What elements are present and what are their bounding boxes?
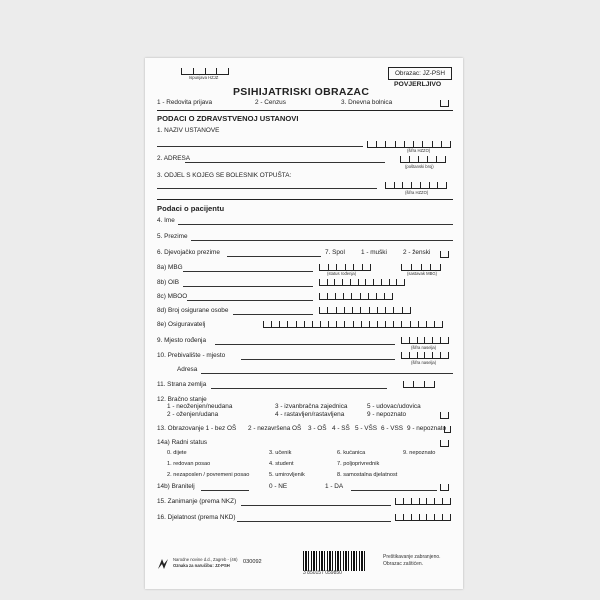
protected-note: Obrazac zaštićen. bbox=[383, 561, 424, 567]
hzzo-code-note: (šifra HZZO) bbox=[407, 148, 431, 153]
work-option-8[interactable]: 8. samostalna djelatnost bbox=[337, 472, 398, 478]
first-name-line[interactable] bbox=[178, 224, 453, 225]
postal-code-boxes[interactable] bbox=[400, 156, 446, 163]
sex-male-option[interactable]: 1 - muški bbox=[361, 249, 387, 256]
address-label: 2. ADRESA bbox=[157, 155, 191, 162]
education-label: 13. Obrazovanje 1 - bez OŠ bbox=[157, 425, 237, 432]
barcode-digits: 3 850157 059850 bbox=[303, 570, 342, 576]
work-option-1[interactable]: 1. redovan posao bbox=[167, 461, 211, 467]
occupation-line[interactable] bbox=[241, 505, 391, 506]
mboo-label: 8c) MBOO bbox=[157, 293, 188, 300]
veteran-box[interactable] bbox=[440, 484, 449, 491]
last-name-label: 5. Prezime bbox=[157, 233, 188, 240]
mbg-part-note: (sastavak MBG) bbox=[407, 271, 438, 276]
patient-heading: Podaci o pacijentu bbox=[157, 204, 225, 213]
report-type-box[interactable] bbox=[440, 100, 449, 107]
marital-option-5[interactable]: 5 - udovac/udovica bbox=[367, 403, 421, 410]
form-number: 030092 bbox=[243, 559, 262, 565]
institution-hzzo-boxes[interactable] bbox=[367, 141, 451, 148]
maiden-name-line[interactable] bbox=[227, 256, 321, 257]
department-line[interactable] bbox=[157, 188, 377, 189]
activity-boxes[interactable] bbox=[395, 514, 451, 521]
education-option-5[interactable]: 5 - VŠS bbox=[355, 425, 378, 432]
department-label: 3. ODJEL S KOJEG SE BOLESNIK OTPUŠTA: bbox=[157, 172, 292, 179]
oib-line[interactable] bbox=[183, 286, 313, 287]
street-address-line[interactable] bbox=[201, 373, 453, 374]
report-type-2: 2 - Cenzus bbox=[255, 99, 286, 106]
street-address-label: Adresa bbox=[177, 366, 198, 373]
sex-box[interactable] bbox=[440, 251, 449, 258]
divider bbox=[157, 110, 453, 111]
place-code-note-2: (šifra naselja) bbox=[411, 360, 437, 365]
institution-heading: PODACI O ZDRAVSTVENOJ USTANOVI bbox=[157, 114, 299, 123]
marital-option-1[interactable]: 1 - neoženjen/neudana bbox=[167, 403, 233, 410]
veteran-label: 14b) Branitelj bbox=[157, 483, 195, 490]
work-option-4[interactable]: 4. student bbox=[269, 461, 294, 467]
work-option-7[interactable]: 7. poljoprivrednik bbox=[337, 461, 380, 467]
form-sheet bbox=[145, 58, 463, 589]
barcode bbox=[303, 551, 365, 571]
oib-boxes[interactable] bbox=[319, 279, 405, 286]
mboo-line[interactable] bbox=[187, 300, 313, 301]
sex-label: 7. Spol bbox=[325, 249, 345, 256]
veteran-line bbox=[201, 490, 249, 491]
foreign-country-line[interactable] bbox=[211, 388, 387, 389]
order-code-text: Oznaka za naručibu: JZ-PSH bbox=[173, 563, 230, 568]
hzjz-code-boxes[interactable] bbox=[181, 68, 229, 75]
last-name-line[interactable] bbox=[191, 240, 453, 241]
mbg-line[interactable] bbox=[183, 271, 313, 272]
maiden-name-label: 6. Djevojačko prezime bbox=[157, 249, 220, 256]
marital-box[interactable] bbox=[440, 412, 449, 419]
institution-name-label: 1. NAZIV USTANOVE bbox=[157, 127, 220, 134]
activity-label: 16. Djelatnost (prema NKD) bbox=[157, 514, 236, 521]
birthplace-line[interactable] bbox=[215, 344, 395, 345]
marital-option-2[interactable]: 2 - oženjen/udana bbox=[167, 411, 219, 418]
sex-female-option[interactable]: 2 - ženski bbox=[403, 249, 431, 256]
department-code-note: (šifra HZZO) bbox=[405, 190, 429, 195]
veteran-no-option[interactable]: 0 - NE bbox=[269, 483, 288, 490]
insurer-boxes[interactable] bbox=[263, 321, 443, 328]
insurer-label: 8e) Osiguravatelj bbox=[157, 321, 206, 328]
insured-number-label: 8d) Broj osigurane osobe bbox=[157, 307, 229, 314]
institution-name-line[interactable] bbox=[157, 146, 363, 147]
department-hzzo-boxes[interactable] bbox=[385, 182, 447, 189]
form-title: PSIHIJATRISKI OBRAZAC bbox=[233, 86, 370, 98]
hzjz-note: Ispunjava HZJZ bbox=[189, 75, 219, 80]
report-type-1: 1 - Redovita prijava bbox=[157, 99, 213, 106]
occupation-boxes[interactable] bbox=[395, 498, 451, 505]
address-line[interactable] bbox=[185, 162, 385, 163]
work-option-9[interactable]: 9. nepoznato bbox=[403, 450, 436, 456]
mbg-status-boxes[interactable] bbox=[319, 264, 371, 271]
education-box[interactable] bbox=[444, 426, 451, 433]
education-option-9[interactable]: 9 - nepoznato bbox=[407, 425, 447, 432]
insured-number-line[interactable] bbox=[233, 314, 313, 315]
insured-number-boxes[interactable] bbox=[319, 307, 411, 314]
confidential-label: POVJERLJIVO bbox=[394, 81, 442, 88]
report-type-3: 3. Dnevna bolnica bbox=[341, 99, 393, 106]
education-option-3[interactable]: 3 - OŠ bbox=[308, 425, 327, 432]
publisher-logo-icon bbox=[157, 558, 169, 570]
divider bbox=[157, 199, 453, 200]
form-id-box: Obrazac: JZ-PSH bbox=[388, 67, 452, 80]
marital-option-3[interactable]: 3 - izvanbračna zajednica bbox=[275, 403, 348, 410]
mboo-boxes[interactable] bbox=[319, 293, 393, 300]
residence-label: 10. Prebivalište - mjesto bbox=[157, 352, 226, 359]
copy-warning: Preštikavanje zabranjeno. bbox=[383, 554, 441, 560]
occupation-label: 15. Zanimanje (prema NKZ) bbox=[157, 498, 237, 505]
foreign-country-boxes[interactable] bbox=[403, 381, 435, 388]
marital-option-4[interactable]: 4 - rastavljen/rastavljena bbox=[275, 411, 345, 418]
residence-code-boxes[interactable] bbox=[401, 352, 449, 359]
work-option-2[interactable]: 2. nezaposlen / povremeni posao bbox=[167, 472, 250, 478]
veteran-line-2 bbox=[351, 490, 437, 491]
work-option-5[interactable]: 5. umirovljenik bbox=[269, 472, 305, 478]
publisher-text: Narodne novine d.d., Zagreb - (46) bbox=[173, 557, 238, 562]
activity-line[interactable] bbox=[237, 521, 391, 522]
status-note: (status rođenja) bbox=[327, 271, 357, 276]
work-option-0[interactable]: 0. dijete bbox=[167, 450, 187, 456]
foreign-country-label: 11. Strana zemlja bbox=[157, 381, 207, 388]
work-option-3[interactable]: 3. učenik bbox=[269, 450, 292, 456]
oib-label: 8b) OIB bbox=[157, 279, 180, 286]
marital-option-9[interactable]: 9 - nepoznato bbox=[367, 411, 407, 418]
first-name-label: 4. Ime bbox=[157, 217, 175, 224]
place-code-note: (šifra naselja) bbox=[411, 345, 437, 350]
mbg-part-boxes[interactable] bbox=[401, 264, 441, 271]
education-option-6[interactable]: 6 - VSS bbox=[381, 425, 404, 432]
marital-status-label: 12. Bračno stanje bbox=[157, 396, 207, 403]
residence-line[interactable] bbox=[241, 359, 395, 360]
education-option-2[interactable]: 2 - nezavršena OŠ bbox=[248, 425, 302, 432]
birthplace-code-boxes[interactable] bbox=[401, 337, 449, 344]
birthplace-label: 9. Mjesto rođenja bbox=[157, 337, 207, 344]
work-option-6[interactable]: 6. kućanica bbox=[337, 450, 366, 456]
postal-code-note: (poštanski broj) bbox=[405, 164, 434, 169]
veteran-yes-option[interactable]: 1 - DA bbox=[325, 483, 344, 490]
mbg-label: 8a) MBG bbox=[157, 264, 183, 271]
work-status-label: 14a) Radni status bbox=[157, 439, 208, 446]
education-option-4[interactable]: 4 - SŠ bbox=[332, 425, 350, 432]
work-status-box[interactable] bbox=[440, 440, 449, 447]
